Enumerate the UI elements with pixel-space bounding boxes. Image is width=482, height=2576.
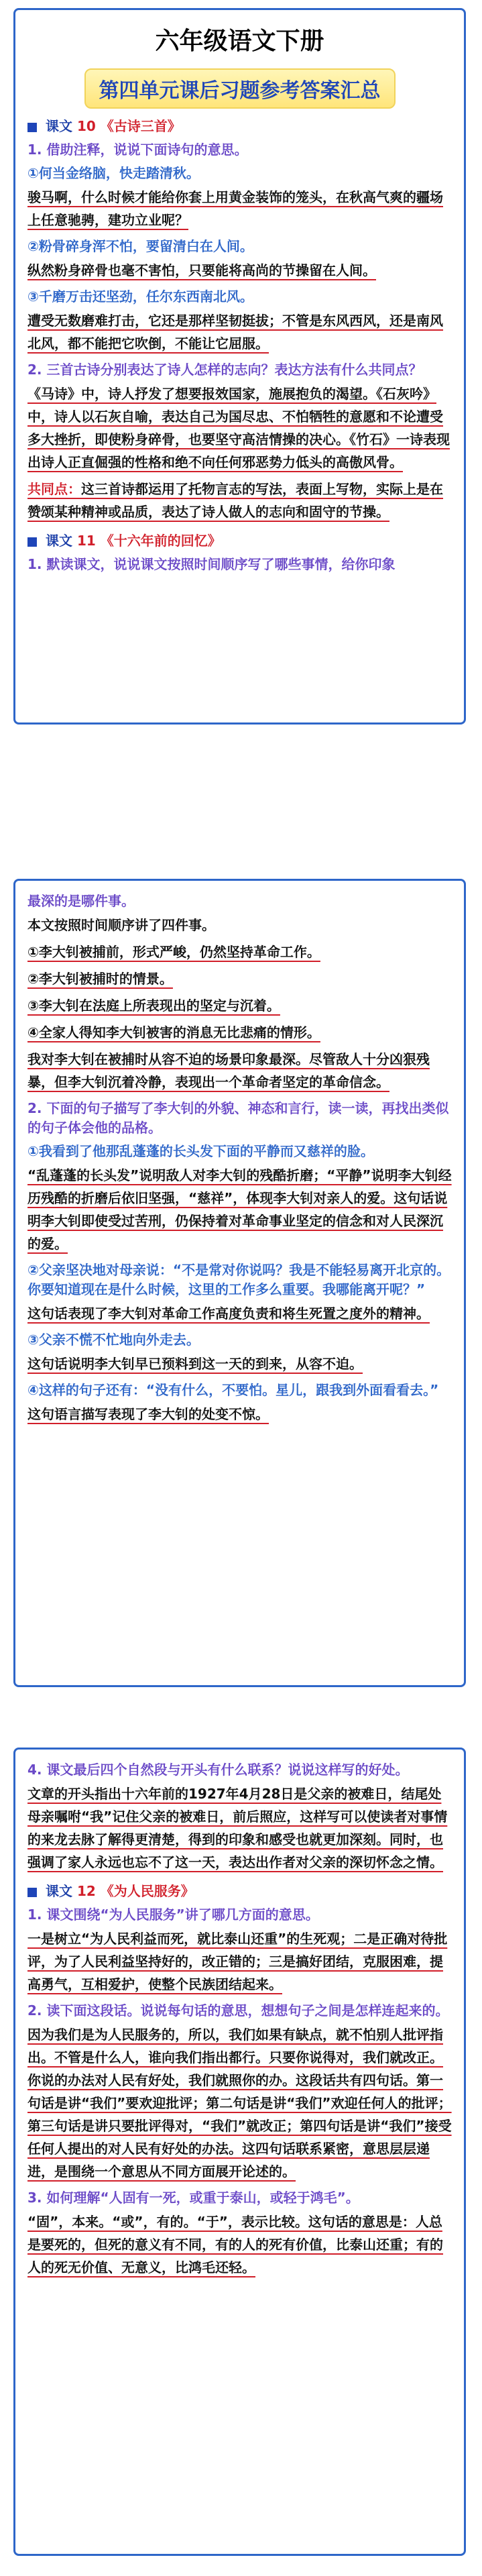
lesson-11-question-1: 1. 默读课文，说说课文按照时间顺序写了哪些事情，给你印象 xyxy=(27,556,396,572)
card-3 xyxy=(13,1748,466,2556)
lesson-number: 11 xyxy=(76,533,96,549)
lesson-name: 《古诗三首》 xyxy=(100,118,181,134)
lesson-12-question-2: 2. 读下面这段话。说说每句话的意思，想想句子之间是怎样连起来的。 xyxy=(27,2002,449,2019)
sentence-3: ③父亲不慌不忙地向外走去。 xyxy=(27,1332,200,1348)
event-3: ③李大钊在法庭上所表现出的坚定与沉着。 xyxy=(27,998,280,1014)
event-2: ②李大钊被捕时的情景。 xyxy=(27,971,173,987)
common-point xyxy=(27,478,452,523)
main-title: 六年级语文下册 xyxy=(155,28,324,55)
lesson-name: 《为人民服务》 xyxy=(100,1883,194,1899)
question-2: 2. 三首古诗分别表达了诗人怎样的志向？表达方法有什么共同点？ xyxy=(27,362,422,378)
question-4-answer: 文章的开头指出十六年前的1927年4月28日是父亲的被难日，结尾处母亲嘱咐“我”记住父亲的被难日，前后照应，这样写可以使读者对事情的来龙去脉了解得更清楚，得到的印象和感受也就更加深刻。同时，也强调了家人永远也忘不了这一天，表达出作者对父亲的深切怀念之情。 xyxy=(27,1786,448,1870)
lesson-12-question-3-answer: “固”，本来。“或”，有的。“于”，表示比较。这句话的意思是：人总是要死的，但死的意义有不同，有的人的死有价值，比泰山还重；有的人的死无价值、无意义，比鸿毛还轻。 xyxy=(27,2214,443,2275)
lesson-name: 《十六年前的回忆》 xyxy=(100,533,221,549)
poem-answer-3: 遭受无数磨难打击，它还是那样坚韧挺拔；不管是东风西风，还是南风北风，都不能把它吹倒，不能让它屈服。 xyxy=(27,313,443,352)
event-4: ④全家人得知李大钊被害的消息无比悲痛的情形。 xyxy=(27,1024,320,1040)
lesson-12-question-1: 1. 课文围绕“为人民服务”讲了哪几方面的意思。 xyxy=(27,1907,319,1923)
event-1: ①李大钊被捕前，形式严峻，仍然坚持革命工作。 xyxy=(27,944,320,960)
card-2 xyxy=(13,879,466,1687)
events-intro: 本文按照时间顺序讲了四件事。 xyxy=(27,917,215,933)
lesson-12-heading xyxy=(27,1880,452,1900)
lesson-12-question-3: 3. 如何理解“人固有一死，或重于泰山，或轻于鸿毛”。 xyxy=(27,2190,359,2206)
lesson-11-heading xyxy=(27,530,452,549)
question-2-answer: 《马诗》中，诗人抒发了想要报效国家，施展抱负的渴望。《石灰吟》中，诗人以石灰自喻，表达自己为国尽忠、不怕牺牲的意愿和不论遭受多大挫折，即使粉身碎骨，也要坚守高洁情操的决心。《竹石》一诗表现出诗人正直倔强的性格和绝不向任何邪恶势力低头的高傲风骨。 xyxy=(27,386,450,470)
lesson-12-question-1-answer: 一是树立“为人民利益而死，就比泰山还重”的生死观；二是正确对待批评，为了人民利益坚持好的，改正错的；三是搞好团结，克服困难，提高勇气，互相爱护，使整个民族团结起来。 xyxy=(27,1931,448,1992)
sentence-1: ①我看到了他那乱蓬蓬的长头发下面的平静而又慈祥的脸。 xyxy=(27,1143,374,1159)
lesson-number: 12 xyxy=(76,1883,96,1899)
poem-line-1: ①何当金络脑，快走踏清秋。 xyxy=(27,165,200,181)
common-point-label: 共同点： xyxy=(27,481,81,497)
square-bullet-icon xyxy=(27,1888,37,1897)
sentence-1-answer: “乱蓬蓬的长头发”说明敌人对李大钊的残酷折磨；“平静”说明李大钊经历残酷的折磨后依旧坚强，“慈祥”，体现李大钊对亲人的爱。这句话说明李大钊即使受过苦刑，仍保持着对革命事业坚定的信念和对人民深沉的爱。 xyxy=(27,1167,452,1252)
sentence-2-answer: 这句话表现了李大钊对革命工作高度负责和将生死置之度外的精神。 xyxy=(27,1305,430,1322)
sentence-4: ④这样的句子还有：“没有什么，不要怕。星儿，跟我到外面看看去。” xyxy=(27,1382,439,1398)
poem-line-2: ②粉骨碎身浑不怕，要留清白在人间。 xyxy=(27,238,253,254)
question-1: 1. 借助注释，说说下面诗句的意思。 xyxy=(27,142,248,158)
poem-answer-2: 纵然粉身碎骨也毫不害怕，只要能将高尚的节操留在人间。 xyxy=(27,262,376,278)
poem-answer-1: 骏马啊，什么时候才能给你套上用黄金装饰的笼头，在秋高气爽的疆场上任意驰骋，建功立业呢？ xyxy=(27,189,443,228)
square-bullet-icon xyxy=(27,537,37,547)
square-bullet-icon xyxy=(27,123,37,132)
lesson-prefix: 课文 xyxy=(45,118,72,134)
lesson-11-question-4: 4. 课文最后四个自然段与开头有什么联系？说说这样写的好处。 xyxy=(27,1762,409,1778)
poem-line-3: ③千磨万击还坚劲，任尔东西南北风。 xyxy=(27,288,253,305)
common-point-text: 这三首诗都运用了托物言志的写法，表面上写物，实际上是在赞颂某种精神或品质，表达了诗人做人的志向和固守的节操。 xyxy=(27,481,443,520)
impression-answer: 我对李大钊在被捕时从容不迫的场景印象最深。尽管敌人十分凶狠残暴，但李大钊沉着冷静，表现出一个革命者坚定的革命信念。 xyxy=(27,1051,430,1090)
lesson-10-heading xyxy=(27,115,452,135)
lesson-number: 10 xyxy=(76,118,96,134)
lesson-12-question-2-answer: 因为我们是为人民服务的，所以，我们如果有缺点，就不怕别人批评指出。不管是什么人，谁向我们指出都行。只要你说得对，我们就改正。你说的办法对人民有好处，我们就照你的办。这段话共有四句话。第一句话是讲“我们”要欢迎批评；第二句话是讲“我们”欢迎任何人的批评；第三句话是讲只要批评得对，“我们”就改正；第四句话是讲“我们”接受任何人提出的对人民有好处的办法。这四句话联系紧密，意思层层递进，是围绕一个意思从不同方面展开论述的。 xyxy=(27,2027,452,2180)
sub-title: 第四单元课后习题参考答案汇总 xyxy=(84,68,396,109)
lesson-11-question-1-cont: 最深的是哪件事。 xyxy=(27,893,135,909)
sentence-4-answer: 这句语言描写表现了李大钊的处变不惊。 xyxy=(27,1406,269,1422)
card-1 xyxy=(13,8,466,724)
lesson-prefix: 课文 xyxy=(45,533,72,549)
sentence-2: ②父亲坚决地对母亲说：“不是常对你说吗？我是不能轻易离开北京的。你要知道现在是什么时候，这里的工作多么重要。我哪能离开呢？” xyxy=(27,1262,450,1297)
sentence-3-answer: 这句话说明李大钊早已预料到这一天的到来，从容不迫。 xyxy=(27,1356,363,1372)
lesson-prefix: 课文 xyxy=(45,1883,72,1899)
lesson-11-question-2: 2. 下面的句子描写了李大钊的外貌、神态和言行，读一读，再找出类似的句子体会他的品格。 xyxy=(27,1100,449,1136)
